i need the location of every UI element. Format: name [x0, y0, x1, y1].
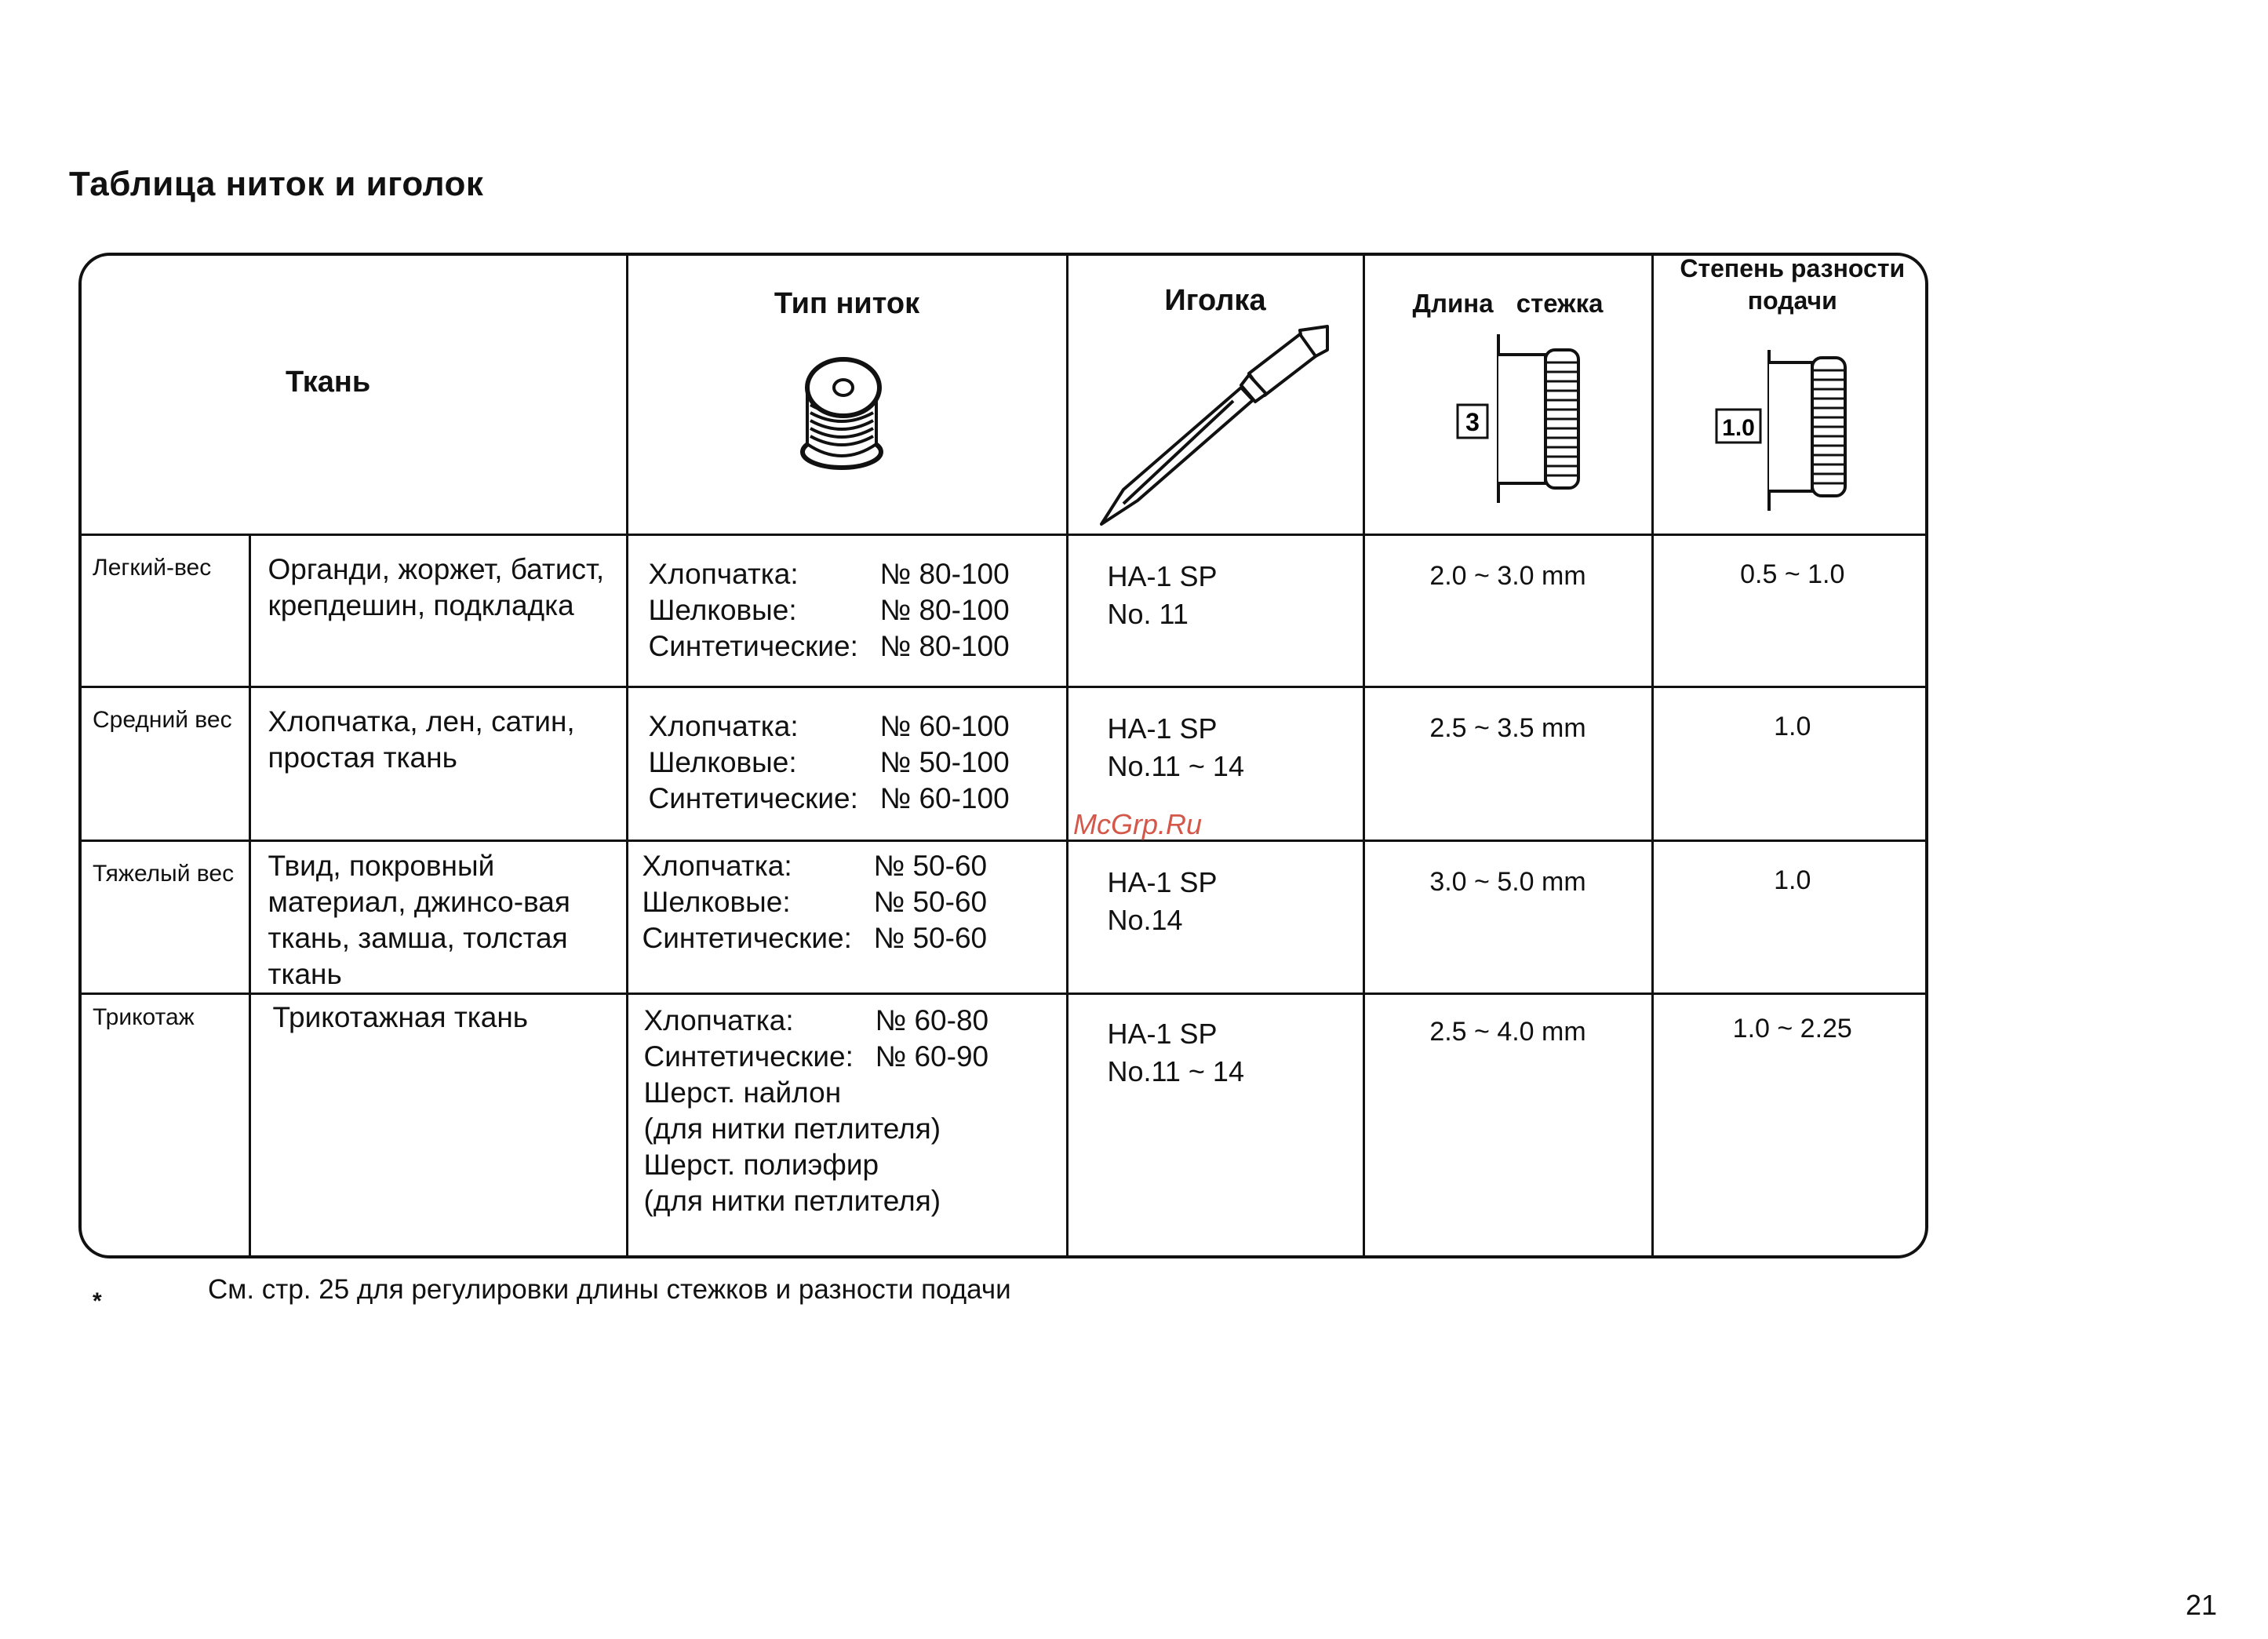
thread-name: Шелковые:: [642, 886, 791, 918]
stitch-length-cell: 2.0 ~ 3.0 mm: [1363, 535, 1652, 687]
thread-size: № 50-60: [873, 922, 988, 954]
stitch-length-dial-icon: [1443, 326, 1600, 507]
weight-cell: Тяжелый вес: [82, 841, 249, 994]
page-title: Таблица ниток и иголок: [69, 165, 484, 203]
fabric-cell: Трикотажная ткань: [249, 994, 627, 1256]
header-thread-label: Тип ниток: [774, 287, 920, 320]
thread-spool-icon: [793, 350, 895, 475]
header-stitch-length: [1363, 256, 1652, 535]
thread-name: Хлопчатка:: [643, 1004, 794, 1036]
needle-size: No.11 ~ 14: [1107, 750, 1244, 782]
needle-cell: [1067, 535, 1363, 687]
needle-cell: [1067, 994, 1363, 1256]
thread-cell: [627, 535, 1067, 687]
thread-size: № 60-100: [879, 782, 1010, 814]
thread-name: (для нитки петлителя): [643, 1113, 941, 1145]
thread-name: Хлопчатка:: [648, 710, 799, 742]
thread-size: № 60-80: [875, 1004, 989, 1036]
needle-type: HA-1 SP: [1107, 712, 1218, 745]
weight-cell: Средний вес: [82, 687, 249, 841]
feed-diff-cell: 1.0: [1652, 687, 1928, 841]
needle-type: HA-1 SP: [1107, 866, 1218, 898]
needle-type: HA-1 SP: [1107, 560, 1218, 592]
thread-size: № 60-100: [879, 710, 1010, 742]
table-row: [82, 535, 1928, 687]
thread-name: Шелковые:: [648, 594, 797, 626]
header-needle-label: Иголка: [1164, 284, 1266, 317]
needle-cell: [1067, 841, 1363, 994]
needle-size: No.11 ~ 14: [1107, 1055, 1244, 1087]
thread-size: № 80-100: [879, 630, 1010, 662]
feed-diff-cell: 1.0 ~ 2.25: [1652, 994, 1928, 1256]
differential-feed-dial-icon: [1702, 342, 1867, 523]
footnote: См. стр. 25 для регулировки длины стежков и разности подачи: [208, 1274, 1011, 1305]
thread-name: Синтетические:: [643, 1040, 854, 1073]
thread-cell: [627, 687, 1067, 841]
needle-type: HA-1 SP: [1107, 1018, 1218, 1050]
thread-name: Синтетические:: [648, 630, 858, 662]
thread-name: Синтетические:: [642, 922, 852, 954]
thread-size: № 50-60: [873, 850, 988, 882]
fabric-cell: Твид, покровный материал, джинсо-вая ткань, замша, толстая ткань: [249, 841, 627, 994]
feed-diff-cell: 0.5 ~ 1.0: [1652, 535, 1928, 687]
fabric-cell: Органди, жоржет, батист, крепдешин, подкладка: [249, 535, 627, 687]
thread-size: № 80-100: [879, 594, 1010, 626]
page-number: 21: [2186, 1589, 2218, 1621]
thread-size: № 50-60: [873, 886, 988, 918]
stitch-length-cell: 2.5 ~ 4.0 mm: [1363, 994, 1652, 1256]
thread-name: (для нитки петлителя): [643, 1185, 941, 1217]
feed-diff-cell: 1.0: [1652, 841, 1928, 994]
watermark: McGrp.Ru: [1073, 808, 1203, 840]
header-feed-diff: [1652, 256, 1928, 535]
header-thread: [627, 256, 1067, 535]
table-row: [82, 841, 1928, 994]
needle-size: No. 11: [1107, 598, 1189, 630]
thread-name: Хлопчатка:: [642, 850, 792, 882]
thread-name: Шерст. полиэфир: [643, 1149, 879, 1181]
thread-cell: [627, 994, 1067, 1256]
stitch-length-cell: 3.0 ~ 5.0 mm: [1363, 841, 1652, 994]
thread-size: № 60-90: [875, 1040, 989, 1073]
header-feed-diff-label: Степень разности подачи: [1680, 254, 1906, 315]
needle-size: No.14: [1107, 904, 1183, 936]
thread-size: № 80-100: [879, 558, 1010, 590]
thread-name: Шелковые:: [648, 746, 797, 778]
header-fabric-label: Ткань: [286, 366, 371, 399]
stitch-length-cell: 2.5 ~ 3.5 mm: [1363, 687, 1652, 841]
thread-name: Хлопчатка:: [648, 558, 799, 590]
sewing-needle-icon: [1092, 319, 1351, 530]
thread-name: Шерст. найлон: [643, 1076, 842, 1109]
feed-diff-setting: 1.0: [1721, 415, 1755, 441]
thread-name: Синтетические:: [648, 782, 858, 814]
table-row: [82, 994, 1928, 1256]
thread-needle-table: [78, 253, 1928, 1258]
thread-cell: [627, 841, 1067, 994]
thread-size: № 50-100: [879, 746, 1010, 778]
header-needle: [1067, 256, 1363, 535]
header-stitch-length-label: Длина стежка: [1412, 289, 1604, 318]
footnote-marker: *: [93, 1288, 102, 1314]
weight-cell: Легкий-вес: [82, 535, 249, 687]
fabric-cell: Хлопчатка, лен, сатин, простая ткань: [249, 687, 627, 841]
header-fabric: [82, 256, 627, 535]
weight-cell: Трикотаж: [82, 994, 249, 1256]
table-row: [82, 687, 1928, 841]
stitch-length-setting: 3: [1465, 408, 1480, 436]
